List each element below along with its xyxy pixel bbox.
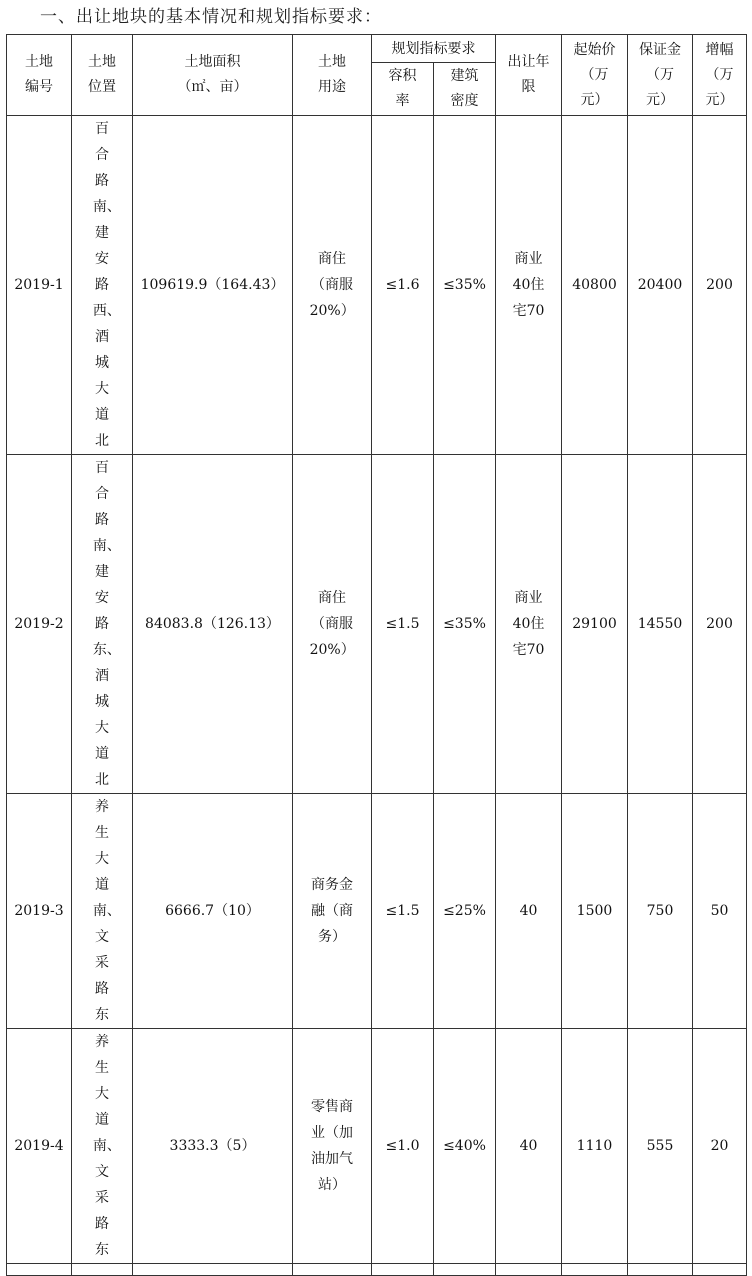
- cell-density: ≤35%: [434, 116, 496, 455]
- header-area: 土地面积（㎡、亩）: [133, 35, 293, 116]
- cell-area: 3333.3（5）: [133, 1029, 293, 1264]
- cell-location: 养生大道南、文采路东: [72, 1029, 133, 1264]
- cell-land-id: 2019-4: [7, 1029, 72, 1264]
- cell-area: 84083.8（126.13）: [133, 455, 293, 794]
- cell-deposit: 750: [628, 794, 693, 1029]
- header-land-id: 土地编号: [7, 35, 72, 116]
- cell-deposit: 555: [628, 1029, 693, 1264]
- cell-land-id: 2019-3: [7, 794, 72, 1029]
- cell-increment: 200: [693, 116, 747, 455]
- cell-usage: 商务金融（商务）: [293, 794, 372, 1029]
- table-row: [7, 1029, 747, 1264]
- cell-term: 商业40住宅70: [496, 455, 562, 794]
- cell-term: 40: [496, 794, 562, 1029]
- cell-start-price: 29100: [562, 455, 628, 794]
- table-row: [7, 794, 747, 1029]
- cell-start-price: 1110: [562, 1029, 628, 1264]
- cell-area: 109619.9（164.43）: [133, 116, 293, 455]
- table-row: [7, 116, 747, 455]
- cell-deposit: 14550: [628, 455, 693, 794]
- cell-density: ≤35%: [434, 455, 496, 794]
- section-heading: 一、出让地块的基本情况和规划指标要求：: [40, 7, 382, 27]
- header-increment: 增幅（万元）: [693, 35, 747, 116]
- header-start-price: 起始价（万元）: [562, 35, 628, 116]
- cell-term: 40: [496, 1029, 562, 1264]
- cell-usage: 零售商业（加油加气站）: [293, 1029, 372, 1264]
- header-location: 土地位置: [72, 35, 133, 116]
- header-deposit: 保证金（万元）: [628, 35, 693, 116]
- cell-increment: 50: [693, 794, 747, 1029]
- cell-location: 百合路南、建安路东、酒城大道北: [72, 455, 133, 794]
- header-usage: 土地用途: [293, 35, 372, 116]
- land-parcel-table: [6, 34, 747, 1276]
- table-row: [7, 455, 747, 794]
- cell-start-price: 1500: [562, 794, 628, 1029]
- cell-far: ≤1.5: [372, 794, 434, 1029]
- header-far: 容积率: [372, 63, 434, 116]
- cell-increment: 20: [693, 1029, 747, 1264]
- cell-density: ≤40%: [434, 1029, 496, 1264]
- table-row-continuation: [7, 1264, 747, 1276]
- cell-far: ≤1.6: [372, 116, 434, 455]
- cell-usage: 商住（商服20%）: [293, 455, 372, 794]
- header-density: 建筑密度: [434, 63, 496, 116]
- cell-area: 6666.7（10）: [133, 794, 293, 1029]
- cell-increment: 200: [693, 455, 747, 794]
- header-term: 出让年限: [496, 35, 562, 116]
- cell-land-id: 2019-1: [7, 116, 72, 455]
- header-planning-group: 规划指标要求: [372, 35, 496, 63]
- cell-term: 商业40住宅70: [496, 116, 562, 455]
- cell-usage: 商住（商服20%）: [293, 116, 372, 455]
- cell-location: 养生大道南、文采路东: [72, 794, 133, 1029]
- cell-density: ≤25%: [434, 794, 496, 1029]
- cell-deposit: 20400: [628, 116, 693, 455]
- cell-location: 百合路南、建安路西、酒城大道北: [72, 116, 133, 455]
- cell-land-id: 2019-2: [7, 455, 72, 794]
- cell-far: ≤1.5: [372, 455, 434, 794]
- cell-start-price: 40800: [562, 116, 628, 455]
- cell-far: ≤1.0: [372, 1029, 434, 1264]
